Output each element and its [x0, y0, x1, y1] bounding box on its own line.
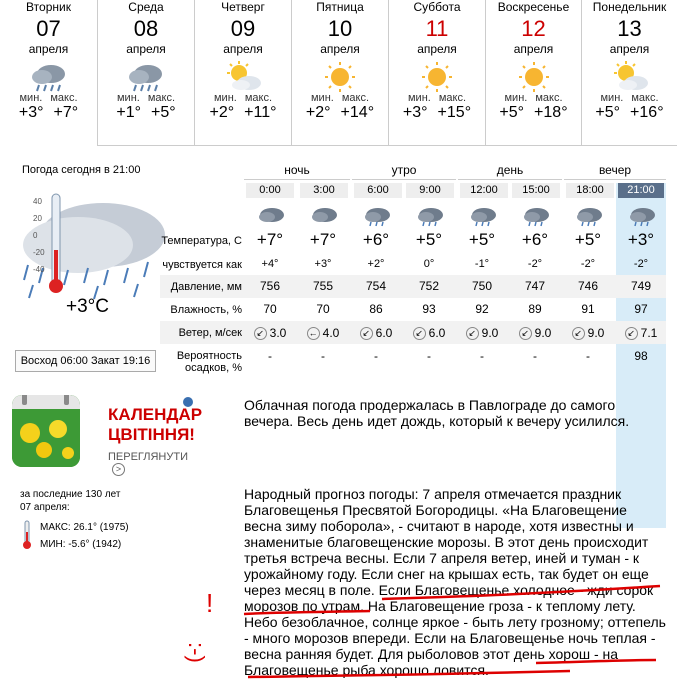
row-label-precip: Вероятность осадков, % — [176, 350, 242, 374]
day-name: Четверг — [221, 0, 265, 14]
temp-cell: +6° — [521, 230, 549, 249]
wind-cell — [244, 326, 296, 340]
feels-cell: 0° — [423, 258, 435, 270]
day-name: Среда — [128, 0, 164, 14]
current-temp: +3°C — [66, 296, 109, 317]
precip-cell: - — [374, 349, 378, 363]
feels-cell: -2° — [527, 258, 543, 270]
feels-cell: -2° — [580, 258, 596, 270]
calendar-link[interactable]: ПЕРЕГЛЯНУТИ> — [108, 451, 188, 474]
day-name: Суббота — [413, 0, 461, 14]
wind-speed: 6.0 — [428, 326, 446, 340]
cloud-rain-icon — [415, 206, 445, 228]
temp-cell: +7° — [256, 230, 284, 249]
day-number: 08 — [133, 16, 159, 41]
hour-cell[interactable]: 9:00 — [406, 183, 454, 198]
hour-cell-selected[interactable]: 21:00 — [618, 183, 664, 198]
wind-cell — [615, 326, 667, 340]
humidity-cell: 89 — [528, 302, 542, 316]
day-number: 07 — [36, 16, 61, 41]
day-name: Понедельник — [592, 0, 667, 14]
precip-cell: - — [321, 349, 325, 363]
now-title: Погода сегодня в 21:00 — [22, 164, 141, 176]
humidity-cell: 97 — [634, 302, 648, 316]
day-name: Воскресенье — [497, 0, 570, 14]
feels-cell: +2° — [367, 258, 385, 270]
precip-cell: - — [427, 349, 431, 363]
pressure-cell: 754 — [365, 279, 387, 293]
day-tab-5[interactable] — [485, 0, 581, 146]
max-label: макс. — [341, 92, 370, 104]
day-name: Вторник — [26, 0, 71, 14]
cloud-rain-icon — [521, 206, 551, 228]
humidity-cell: 92 — [475, 302, 489, 316]
period-morning: утро — [352, 160, 456, 180]
feels-cell: -2° — [633, 258, 649, 270]
max-temp: +16° — [630, 104, 664, 121]
day-month: апреля — [609, 42, 650, 56]
cloud-icon — [309, 206, 339, 228]
pressure-cell: 746 — [577, 279, 599, 293]
wind-speed: 4.0 — [322, 326, 340, 340]
hour-cell[interactable]: 3:00 — [300, 183, 348, 198]
hour-cell[interactable]: 6:00 — [354, 183, 402, 198]
humidity-cell: 70 — [263, 302, 277, 316]
sun-icon — [320, 60, 360, 94]
cloud-icon — [627, 206, 657, 228]
rain-cloud-icon — [126, 60, 166, 94]
day-month: апреля — [417, 42, 457, 56]
min-label: мин. — [407, 92, 431, 104]
sunrise-sunset: Восход 06:00 Закат 19:16 — [15, 350, 156, 372]
row-label-humidity: Влажность, % — [170, 304, 242, 316]
min-label: мин. — [504, 92, 528, 104]
day-name: Пятница — [316, 0, 364, 14]
precip-cell: - — [480, 349, 484, 363]
temp-cell: +3° — [627, 230, 655, 249]
thermometer-scale: 40 20 0 -20 -40 — [33, 197, 45, 274]
pressure-cell: 747 — [524, 279, 546, 293]
cloud-icon — [256, 206, 286, 228]
min-label: мин. — [19, 92, 43, 104]
wind-direction-icon: ← — [308, 328, 318, 339]
humidity-cell: 86 — [369, 302, 383, 316]
hour-cell[interactable]: 12:00 — [460, 183, 508, 198]
temp-cell: +7° — [309, 230, 337, 249]
rain-cloud-icon — [29, 60, 69, 94]
day-number: 11 — [425, 16, 449, 41]
row-label-pressure: Давление, мм — [170, 281, 242, 293]
day-tab-4[interactable] — [388, 0, 485, 146]
min-temp: +5° — [595, 104, 621, 121]
max-temp: +18° — [534, 104, 568, 121]
wind-cell — [297, 326, 349, 340]
wind-cell — [403, 326, 455, 340]
min-label: мин. — [310, 92, 334, 104]
max-label: макс. — [244, 92, 273, 104]
smiley-mark: :-) — [184, 642, 209, 663]
wind-direction-icon: ↙ — [519, 327, 532, 340]
day-month: апреля — [513, 42, 554, 56]
humidity-cell: 70 — [316, 302, 330, 316]
cloud-icon — [362, 206, 392, 228]
day-month: апреля — [320, 42, 360, 56]
history-header: за последние 130 лет 07 апреля: — [20, 489, 121, 513]
sun-cloud-icon — [610, 60, 650, 94]
feels-cell: -1° — [474, 258, 490, 270]
wind-speed: 9.0 — [587, 326, 605, 340]
exclamation-mark: ! — [206, 588, 214, 618]
rain-cloud-icon — [8, 190, 168, 300]
day-month: апреля — [126, 42, 166, 56]
wind-speed: 9.0 — [481, 326, 499, 340]
folk-prognosis: Народный прогноз погоды: 7 апреля отмечается праздник Благовещенья Пресвятой Богородицы. «На Благовещение весна зиму поборола», - считают в народе, хотя известны и знаменитые благовещенские морозы. В этот день происходит третья встреча весны. Если 7 апреля ветер, иней и туман - к урожайному году. Если снег на крышах есть, так будет он еще через месяц в поле. Если Благовещенье холодное - жди сорок морозов по утрам. На Благовещение гроза - к теплому лету. Небо безоблачное, солнце яркое - быть лету грозному; оттепель - много морозов впереди. Если на Благовещенье ночь теплая - весна ранняя будет. Для рыболовов этот день хорош - на Благовещенье рыба хорошо ловится. — [244, 486, 666, 678]
sun-cloud-icon — [223, 60, 263, 94]
sun-icon — [514, 60, 554, 94]
feels-cell: +4° — [261, 258, 279, 270]
pressure-cell: 752 — [418, 279, 440, 293]
day-tab-6[interactable] — [581, 0, 677, 146]
temp-cell: +5° — [574, 230, 602, 249]
humidity-cell: 91 — [581, 302, 595, 316]
day-number: 09 — [230, 16, 256, 41]
temp-cell: +5° — [415, 230, 443, 249]
day-number: 12 — [521, 16, 546, 41]
max-temp: +11° — [244, 104, 277, 121]
max-temp: +15° — [437, 104, 472, 121]
day-tab-3[interactable] — [291, 0, 388, 146]
pressure-cell: 750 — [471, 279, 493, 293]
hour-cell[interactable]: 0:00 — [246, 183, 294, 198]
sun-icon — [417, 60, 457, 94]
row-label-wind: Ветер, м/сек — [178, 327, 242, 339]
min-label: мин. — [213, 92, 237, 104]
forecast-days — [0, 0, 677, 148]
calendar-title: КАЛЕНДАР ЦВІТІННЯ! — [108, 405, 203, 444]
period-evening: вечер — [564, 160, 666, 180]
period-night: ночь — [244, 160, 350, 180]
pressure-cell: 756 — [259, 279, 281, 293]
wind-direction-icon: ↙ — [572, 327, 585, 340]
hour-cell[interactable]: 18:00 — [566, 183, 614, 198]
row-label-temp: Температура, С — [161, 235, 242, 247]
cloud-rain-icon — [468, 206, 498, 228]
wind-direction-icon: ↙ — [254, 327, 267, 340]
hour-cell[interactable]: 15:00 — [512, 183, 560, 198]
min-temp: +3° — [402, 104, 428, 121]
min-temp: +3° — [18, 104, 44, 121]
min-temp: +2° — [305, 104, 331, 121]
max-temp: +7° — [53, 104, 79, 121]
day-tab-1[interactable] — [97, 0, 194, 146]
wind-cell — [350, 326, 402, 340]
humidity-cell: 93 — [422, 302, 436, 316]
cloud-rain-icon — [574, 206, 604, 228]
min-label: мин. — [116, 92, 140, 104]
arrow-right-icon: > — [112, 463, 125, 476]
max-temp: +5° — [151, 104, 176, 121]
wind-direction-icon: ↙ — [360, 327, 373, 340]
max-label: макс. — [50, 92, 78, 104]
day-tab-0[interactable] — [0, 0, 97, 146]
record-min: МИН: -5.6° (1942) — [40, 539, 122, 550]
bloom-calendar-promo[interactable] — [12, 395, 202, 475]
min-temp: +1° — [116, 104, 141, 121]
day-number: 10 — [327, 16, 353, 41]
thermometer-icon — [22, 520, 32, 550]
max-temp: +14° — [340, 104, 375, 121]
wind-cell — [456, 326, 508, 340]
max-label: макс. — [631, 92, 659, 104]
wind-speed: 6.0 — [375, 326, 393, 340]
day-month: апреля — [28, 42, 69, 56]
feels-cell: +3° — [314, 258, 332, 270]
precip-cell: - — [533, 349, 537, 363]
wind-direction-icon: ↙ — [625, 327, 638, 340]
day-tab-2[interactable] — [194, 0, 291, 146]
precip-cell: - — [268, 349, 272, 363]
wind-speed: 7.1 — [640, 326, 658, 340]
min-label: мин. — [600, 92, 624, 104]
row-label-feels: чувствуется как — [162, 259, 242, 271]
wind-cell — [509, 326, 561, 340]
wind-direction-icon: ↙ — [413, 327, 426, 340]
pressure-cell: 749 — [630, 279, 652, 293]
dandelion-image — [12, 395, 80, 467]
max-label: макс. — [535, 92, 563, 104]
temp-cell: +5° — [468, 230, 496, 249]
wind-direction-icon: ↙ — [466, 327, 479, 340]
max-label: макс. — [438, 92, 467, 104]
day-number: 13 — [617, 16, 642, 41]
precip-cell: - — [586, 349, 590, 363]
weather-description: Облачная погода продержалась в Павлограде до самого вечера. Весь день идет дождь, который к вечеру усилился. — [244, 397, 630, 429]
max-label: макс. — [147, 92, 176, 104]
wind-speed: 3.0 — [269, 326, 287, 340]
history-records — [40, 519, 129, 553]
record-max: МАКС: 26.1° (1975) — [40, 522, 129, 533]
min-temp: +2° — [209, 104, 235, 121]
wind-speed: 9.0 — [534, 326, 552, 340]
wind-cell — [562, 326, 614, 340]
period-day: день — [458, 160, 562, 180]
precip-cell: 98 — [634, 349, 648, 363]
min-temp: +5° — [499, 104, 525, 121]
temp-cell: +6° — [362, 230, 390, 249]
day-month: апреля — [223, 42, 263, 56]
pressure-cell: 755 — [312, 279, 334, 293]
